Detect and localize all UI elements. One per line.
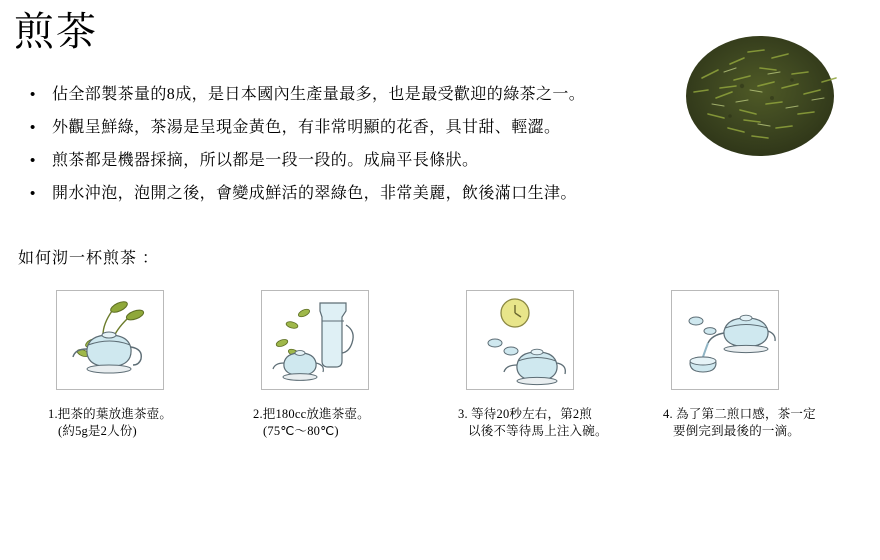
step-item xyxy=(458,290,633,440)
step-caption xyxy=(663,406,838,440)
step-caption-line2: (75℃～80℃) xyxy=(263,424,339,438)
brewing-steps xyxy=(48,290,868,440)
step-caption xyxy=(253,406,428,440)
bullet-marker-icon: • xyxy=(30,86,36,103)
teapot-with-leaves-icon xyxy=(56,290,164,390)
list-item-text: 外觀呈鮮綠，茶湯是呈現金黃色，有非常明顯的花香，具甘甜、輕澀。 xyxy=(52,119,561,136)
bullet-marker-icon: • xyxy=(30,119,36,136)
list-item xyxy=(30,84,630,106)
step-caption-line2: 以後不等待馬上注入碗。 xyxy=(468,424,608,438)
step-caption-line2: (約5g是2人份) xyxy=(58,424,137,438)
list-item xyxy=(30,183,630,205)
list-item-text: 煎茶都是機器採摘，所以都是一段一段的。成扁平長條狀。 xyxy=(52,152,479,169)
timer-teapot-icon xyxy=(466,290,574,390)
sencha-tea-leaves-photo xyxy=(672,28,848,168)
step-caption xyxy=(48,406,223,440)
list-item-text: 佔全部製茶量的8成，是日本國內生產量最多，也是最受歡迎的綠茶之一。 xyxy=(52,86,586,103)
pour-last-drop-icon xyxy=(671,290,779,390)
step-caption-line1: 1.把茶的葉放進茶壺。 xyxy=(48,407,173,421)
step-caption-line1: 4. 為了第二煎口感，茶一定 xyxy=(663,407,816,421)
list-item xyxy=(30,150,630,172)
step-item xyxy=(48,290,223,440)
step-caption-line1: 3. 等待20秒左右，第2煎 xyxy=(458,407,593,421)
steps-heading: 如何沏一杯煎茶 ： xyxy=(18,250,160,267)
step-item xyxy=(663,290,838,440)
step-item xyxy=(253,290,428,440)
page-title: 煎茶 xyxy=(14,9,98,54)
step-caption-line2: 要倒完到最後的一滴。 xyxy=(673,424,801,438)
feature-bullet-list xyxy=(30,84,630,216)
step-caption-line1: 2.把180cc放進茶壺。 xyxy=(253,407,370,421)
list-item xyxy=(30,117,630,139)
bullet-marker-icon: • xyxy=(30,185,36,202)
pouring-water-icon xyxy=(261,290,369,390)
list-item-text: 開水沖泡，泡開之後，會變成鮮活的翠綠色，非常美麗，飲後滿口生津。 xyxy=(52,185,577,202)
bullet-marker-icon: • xyxy=(30,152,36,169)
step-caption xyxy=(458,406,633,440)
